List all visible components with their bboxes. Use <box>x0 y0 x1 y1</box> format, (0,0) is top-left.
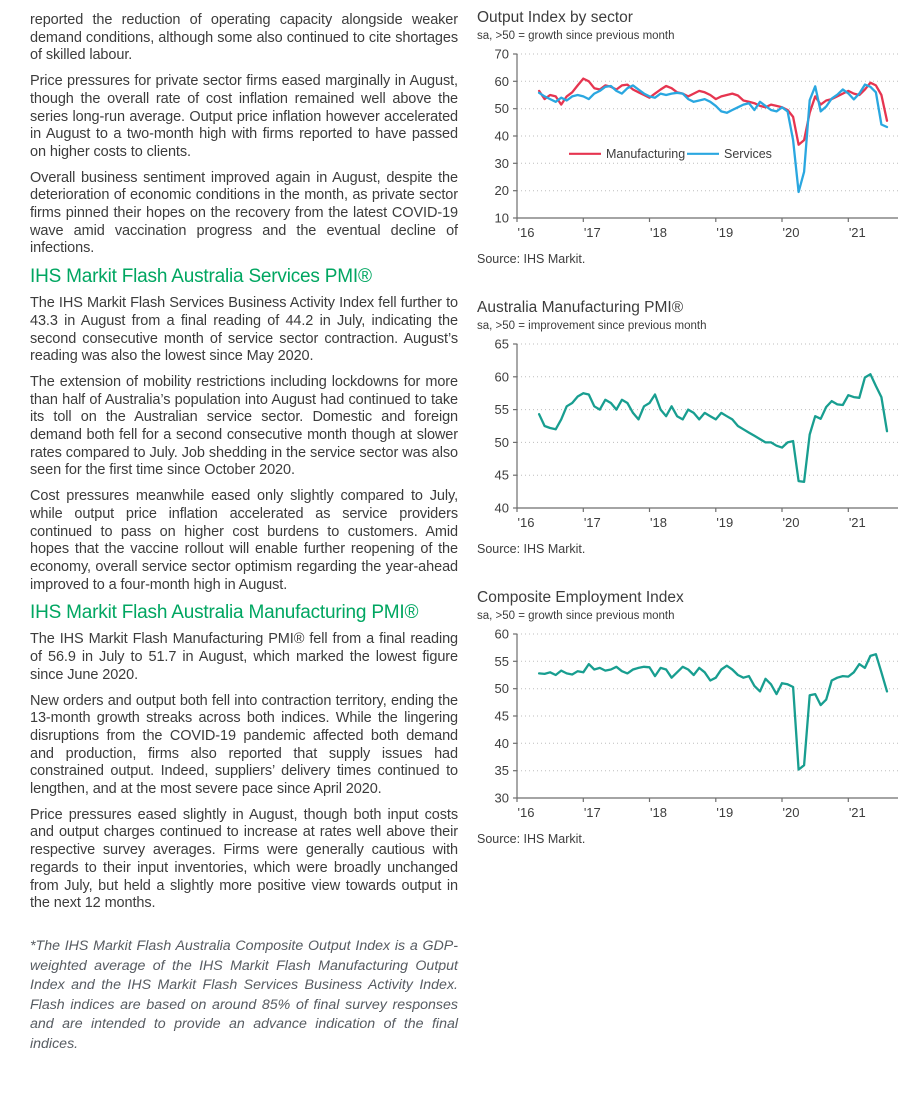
y-tick-label: 60 <box>494 73 509 89</box>
chart-subtitle: sa, >50 = growth since previous month <box>477 30 675 42</box>
x-tick-label: '19 <box>716 515 734 530</box>
y-tick-label: 60 <box>494 369 509 385</box>
y-tick-label: 55 <box>494 653 509 669</box>
charts-column <box>477 8 903 878</box>
series-line <box>539 374 887 482</box>
chart-3 <box>477 588 903 847</box>
chart-subtitle: sa, >50 = growth since previous month <box>477 610 675 622</box>
series-line <box>539 79 887 145</box>
y-tick-label: 55 <box>494 402 509 418</box>
y-tick-label: 65 <box>494 336 509 352</box>
chart-2 <box>477 298 903 557</box>
x-tick-label: '17 <box>583 225 601 240</box>
chart-source: Source: IHS Markit. <box>477 832 586 846</box>
x-tick-label: '20 <box>782 515 800 530</box>
chart-title: Output Index by sector <box>477 9 633 26</box>
chart-title: Australia Manufacturing PMI® <box>477 299 684 316</box>
x-tick-label: '18 <box>650 805 667 820</box>
y-tick-label: 40 <box>494 735 509 751</box>
x-tick-label: '18 <box>650 515 667 530</box>
y-tick-label: 50 <box>494 101 509 117</box>
series-line <box>539 85 887 192</box>
paragraph: The IHS Markit Flash Manufacturing PMI® fell from a final reading of 56.9 in July to 51.7 in August, which marked the lowest figure since June 2020. <box>30 631 458 683</box>
x-tick-label: '20 <box>782 805 800 820</box>
chart-source: Source: IHS Markit. <box>477 542 586 556</box>
y-tick-label: 70 <box>494 46 509 62</box>
x-tick-label: '20 <box>782 225 800 240</box>
chart-title: Composite Employment Index <box>477 589 684 606</box>
y-tick-label: 40 <box>494 500 509 516</box>
x-tick-label: '16 <box>517 805 535 820</box>
x-tick-label: '19 <box>716 225 734 240</box>
x-tick-label: '21 <box>848 515 866 530</box>
legend-label: Services <box>724 146 772 161</box>
series-line <box>539 654 887 769</box>
legend-label: Manufacturing <box>606 146 686 161</box>
footnote-text: *The IHS Markit Flash Australia Composite Output Index is a GDP-weighted average of the IHS Markit Flash Manufacturing Output Index and the IHS Markit Flash Services Business Activity Index. Flash indices are based on around 85% of final survey responses and are intended to provide an advance indication of the final indices. <box>30 937 458 1052</box>
y-tick-label: 30 <box>494 790 509 806</box>
chart-canvas <box>477 336 903 541</box>
paragraph: Price pressures eased slightly in August, though both input costs and output charges continued to increase at rates well above their respective survey averages. Firms were generally cautious with regards to their input inventories, which were broadly unchanged from July, but held a slightly more positive view towards output in the next 12 months. <box>30 806 458 912</box>
y-tick-label: 50 <box>494 434 509 450</box>
x-tick-label: '17 <box>583 805 601 820</box>
chart-canvas <box>477 46 903 251</box>
paragraph: New orders and output both fell into contraction territory, ending the 13-month growth streaks across both indices. While the lingering disruptions from the COVID-19 pandemic affected both demand and production, firms also reported that supply issues had constrained output. Indeed, suppliers’ delivery times continued to lengthen, and at the most severe pace since April 2020. <box>30 692 458 798</box>
y-tick-label: 40 <box>494 128 509 144</box>
x-tick-label: '16 <box>517 515 535 530</box>
x-tick-label: '19 <box>716 805 734 820</box>
paragraph: reported the reduction of operating capacity alongside weaker demand conditions, although some also continued to cite shortages of skilled labour. <box>30 12 458 64</box>
x-tick-label: '18 <box>650 225 667 240</box>
y-tick-label: 60 <box>494 626 509 642</box>
y-tick-label: 30 <box>494 155 509 171</box>
y-tick-label: 45 <box>494 708 509 724</box>
chart-source: Source: IHS Markit. <box>477 252 586 266</box>
y-tick-label: 20 <box>494 183 509 199</box>
paragraph: Cost pressures meanwhile eased only slightly compared to July, while output price inflation accelerated as service providers continued to pass on higher cost burdens to customers. Amid hopes that the vaccine rollout will enable further reopening of the economy, overall service sector optimism regarding the year-ahead improved to a four-month high in August. <box>30 488 458 593</box>
paragraph: Overall business sentiment improved again in August, despite the deterioration of economic conditions in the month, as private sector firms pinned their hopes on the recovery from the latest COVID-19 wave amid vaccination progress and the eventual decline of infections. <box>30 169 458 257</box>
y-tick-label: 45 <box>494 467 509 483</box>
section-heading: IHS Markit Flash Australia Services PMI® <box>30 266 372 288</box>
chart-canvas <box>477 626 903 831</box>
paragraph: Price pressures for private sector firms eased marginally in August, though the overall rate of cost inflation remained well above the series long-run average. Output price inflation however accelerated in August to a two-month high with firms reported to have passed on higher costs to clients. <box>30 73 458 160</box>
x-tick-label: '16 <box>517 225 535 240</box>
paragraph: The extension of mobility restrictions including lockdowns for more than half of Australia’s population into August had continued to take its toll on the Australian service sector. Domestic and foreign demand both fell for a second consecutive month though at slower rates compared to July. Job shedding in the service sector was also seen for the first time since October 2020. <box>30 373 458 479</box>
chart-subtitle: sa, >50 = improvement since previous month <box>477 320 707 332</box>
chart-1 <box>477 8 903 267</box>
section-heading: IHS Markit Flash Australia Manufacturing PMI® <box>30 602 419 624</box>
article-column <box>30 12 458 1055</box>
paragraph: The IHS Markit Flash Services Business Activity Index fell further to 43.3 in August from a final reading of 44.2 in July, indicating the second consecutive month of service sector contraction. August’s reading was also the lowest since May 2020. <box>30 295 458 365</box>
x-tick-label: '21 <box>848 805 866 820</box>
x-tick-label: '21 <box>848 225 866 240</box>
x-tick-label: '17 <box>583 515 601 530</box>
y-tick-label: 35 <box>494 763 509 779</box>
y-tick-label: 10 <box>494 210 509 226</box>
y-tick-label: 50 <box>494 681 509 697</box>
